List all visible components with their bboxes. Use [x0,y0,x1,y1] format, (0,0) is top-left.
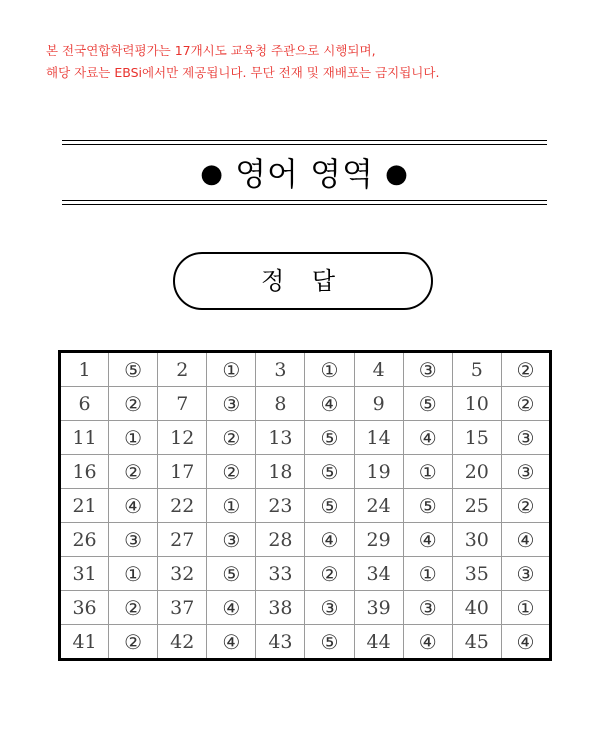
answer-choice: ⑤ [305,455,354,489]
question-number: 42 [158,625,207,660]
question-number: 1 [60,352,109,387]
question-number: 6 [60,387,109,421]
question-number: 19 [354,455,403,489]
question-number: 10 [452,387,501,421]
answer-label: 정 답 [173,252,433,310]
answer-choice: ④ [109,489,158,523]
answer-choice: ③ [501,455,550,489]
answer-choice: ④ [305,523,354,557]
answer-choice: ③ [207,387,256,421]
answer-choice: ⑤ [305,625,354,660]
question-number: 44 [354,625,403,660]
question-number: 30 [452,523,501,557]
question-number: 15 [452,421,501,455]
table-row [60,591,551,625]
question-number: 33 [256,557,305,591]
question-number: 23 [256,489,305,523]
answer-choice: ② [109,591,158,625]
title-rule-top-1 [62,140,547,141]
answer-choice: ② [109,625,158,660]
question-number: 16 [60,455,109,489]
answer-choice: ③ [501,421,550,455]
answer-choice: ③ [403,591,452,625]
title-rule-bottom-2 [62,204,547,205]
question-number: 4 [354,352,403,387]
question-number: 5 [452,352,501,387]
subject-title: 영어 영역 [235,155,374,193]
question-number: 24 [354,489,403,523]
question-number: 38 [256,591,305,625]
table-row [60,557,551,591]
table-row [60,489,551,523]
question-number: 26 [60,523,109,557]
question-number: 43 [256,625,305,660]
question-number: 18 [256,455,305,489]
answer-choice: ② [207,421,256,455]
answer-choice: ④ [305,387,354,421]
question-number: 13 [256,421,305,455]
question-number: 29 [354,523,403,557]
question-number: 21 [60,489,109,523]
question-number: 31 [60,557,109,591]
answer-choice: ⑤ [403,387,452,421]
question-number: 27 [158,523,207,557]
answer-choice: ② [109,387,158,421]
answer-choice: ④ [207,625,256,660]
table-row [60,625,551,660]
answer-choice: ③ [109,523,158,557]
answer-table [58,350,552,661]
title-rule-top-2 [62,144,547,145]
question-number: 3 [256,352,305,387]
answer-choice: ① [207,352,256,387]
question-number: 14 [354,421,403,455]
answer-choice: ① [501,591,550,625]
table-row [60,421,551,455]
table-row [60,523,551,557]
answer-choice: ① [109,421,158,455]
bullet-left-icon: ● [200,159,224,189]
table-row [60,455,551,489]
answer-choice: ② [501,387,550,421]
answer-choice: ③ [207,523,256,557]
answer-choice: ① [403,557,452,591]
question-number: 37 [158,591,207,625]
answer-choice: ③ [501,557,550,591]
question-number: 25 [452,489,501,523]
question-number: 17 [158,455,207,489]
page-title [62,152,547,196]
question-number: 12 [158,421,207,455]
notice-line-2: 해당 자료는 EBSi에서만 제공됩니다. 무단 전재 및 재배포는 금지됩니다. [46,65,440,80]
answer-choice: ⑤ [109,352,158,387]
answer-choice: ② [501,489,550,523]
answer-choice: ⑤ [305,421,354,455]
answer-choice: ① [109,557,158,591]
question-number: 9 [354,387,403,421]
question-number: 20 [452,455,501,489]
notice-line-1: 본 전국연합학력평가는 17개시도 교육청 주관으로 시행되며, [46,43,376,58]
answer-choice: ④ [403,625,452,660]
question-number: 8 [256,387,305,421]
table-row [60,352,551,387]
copyright-notice [46,40,566,84]
title-rule-bottom-1 [62,200,547,201]
question-number: 45 [452,625,501,660]
question-number: 22 [158,489,207,523]
question-number: 36 [60,591,109,625]
answer-choice: ⑤ [305,489,354,523]
bullet-right-icon: ● [385,159,409,189]
answer-choice: ② [501,352,550,387]
question-number: 41 [60,625,109,660]
answer-choice: ⑤ [207,557,256,591]
answer-choice: ① [305,352,354,387]
question-number: 2 [158,352,207,387]
question-number: 32 [158,557,207,591]
question-number: 40 [452,591,501,625]
answer-choice: ① [207,489,256,523]
answer-choice: ③ [305,591,354,625]
answer-choice: ④ [403,421,452,455]
answer-choice: ④ [501,625,550,660]
answer-choice: ④ [501,523,550,557]
answer-choice: ② [109,455,158,489]
title-block [62,140,547,206]
answer-choice: ① [403,455,452,489]
answer-choice: ⑤ [403,489,452,523]
question-number: 28 [256,523,305,557]
question-number: 11 [60,421,109,455]
table-row [60,387,551,421]
question-number: 34 [354,557,403,591]
answer-choice: ③ [403,352,452,387]
answer-choice: ④ [403,523,452,557]
question-number: 39 [354,591,403,625]
answer-choice: ④ [207,591,256,625]
question-number: 7 [158,387,207,421]
answer-choice: ② [305,557,354,591]
question-number: 35 [452,557,501,591]
answer-choice: ② [207,455,256,489]
